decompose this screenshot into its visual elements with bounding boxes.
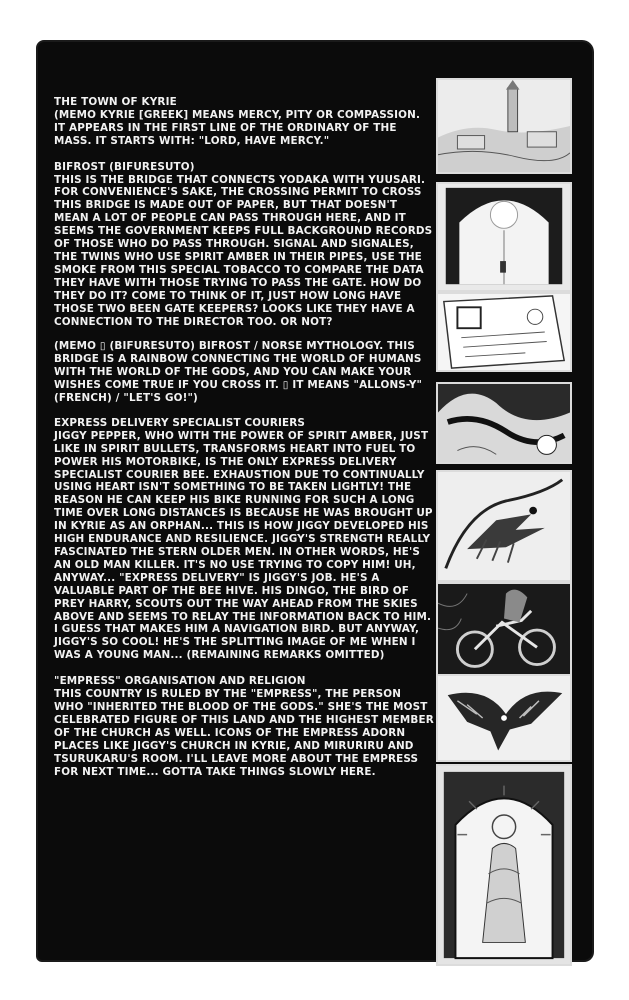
empress-icon-illustration <box>436 764 572 966</box>
section-town-of-kyrie <box>54 96 434 148</box>
section-body: THIS COUNTRY IS RULED BY THE "EMPRESS", THE PERSON WHO "INHERITED THE BLOOD OF THE GODS." SHE'S THE MOST CELEBRATED FIGURE OF THIS LAND AND THE HIGHEST MEMBER OF THE CHURCH AS WELL. ICONS OF THE EMPRESS ADORN PLACES LIKE JIGGY'S CHURCH IN KYRIE, AND MIRURIRU AND TSURUKARU'S ROOM. I'LL LEAVE MORE ABOUT THE EMPRESS FOR NEXT TIME... GOTTA TAKE THINGS SLOWLY HERE. <box>54 688 434 778</box>
section-title: BIFROST (BIFURESUTO) <box>54 160 195 173</box>
section-express-delivery <box>54 417 434 662</box>
section-title: "EMPRESS" ORGANISATION AND RELIGION <box>54 675 306 688</box>
section-title: THE TOWN OF KYRIE <box>54 96 177 108</box>
section-body: (MEMO ▯ (BIFURESUTO) BIFROST / NORSE MYTHOLOGY. THIS BRIDGE IS A RAINBOW CONNECTING THE WORLD OF HUMANS WITH THE WORLD OF THE GODS, AND YOU CAN MAKE YOUR WISHES COME TRUE IF YOU CROSS IT. ▯ IT MEANS "ALLONS-Y" (FRENCH) / "LET'S GO!") <box>54 340 423 405</box>
section-bifrost-memo <box>54 340 434 405</box>
bridge-gate-illustration <box>436 182 572 292</box>
glossary-text-column <box>54 96 434 778</box>
crossing-permit-illustration <box>436 292 572 372</box>
section-title: EXPRESS DELIVERY SPECIALIST COURIERS <box>54 416 306 429</box>
gatekeeper-smoke-illustration <box>436 382 572 464</box>
section-body: THIS IS THE BRIDGE THAT CONNECTS YODAKA WITH YUUSARI. FOR CONVENIENCE'S SAKE, THE CROSSING PERMIT TO CROSS THIS BRIDGE IS MADE OUT OF PAPER, BUT THAT DOESN'T MEAN A LOT OF PEOPLE CAN PASS THROUGH HERE, AND IT SEEMS THE GOVERNMENT KEEPS FULL BACKGROUND RECORDS OF THOSE WHO DO PASS THROUGH. SIGNAL AND SIGNALES, THE TWINS WHO USE SPIRIT AMBER IN THEIR PIPES, USE THE SMOKE FROM THIS SPECIAL TOBACCO TO COMPARE THE DATA THEY HAVE WITH THOSE TRYING TO PASS THE GATE. HOW DO THEY DO IT? COME TO THINK OF IT, JUST HOW LONG HAVE THOSE TWO BEEN GATE KEEPERS? LOOKS LIKE THEY HAVE A CONNECTION TO THE DIRECTOR TOO. OR NOT? <box>54 173 433 328</box>
section-empress <box>54 675 434 778</box>
harry-flying-illustration <box>436 674 572 762</box>
section-body: JIGGY PEPPER, WHO WITH THE POWER OF SPIRIT AMBER, JUST LIKE IN SPIRIT BULLETS, TRANSFORMS HEART INTO FUEL TO POWER HIS MOTORBIKE, IS THE ONLY EXPRESS DELIVERY SPECIALIST COURIER BEE. EXHAUSTION DUE TO CONTINUALLY USING HEART ISN'T SOMETHING TO BE TAKEN LIGHTLY! THE REASON HE CAN KEEP HIS BIKE RUNNING FOR SUCH A LONG TIME OVER LONG DISTANCES IS BECAUSE HE WAS BROUGHT UP IN KYRIE AS AN ORPHAN... THIS IS HOW JIGGY DEVELOPED HIS HIGH ENDURANCE AND RESILIENCE. JIGGY'S STRENGTH REALLY FASCINATED THE STERN OLDER MEN. IN OTHER WORDS, HE'S AN OLD MAN KILLER. IT'S NO USE TRYING TO COPY HIM! UH, ANYWAY... "EXPRESS DELIVERY" IS JIGGY'S JOB. HE'S A VALUABLE PART OF THE BEE HIVE. HIS DINGO, THE BIRD OF PREY HARRY, SCOUTS OUT THE WAY AHEAD FROM THE SKIES ABOVE AND SEEMS TO RELAY THE INFORMATION BACK TO HIM. I GUESS THAT MAKES HIM A NAVIGATION BIRD. BUT ANYWAY, JIGGY'S SO COOL! HE'S THE SPLITTING IMAGE OF ME WHEN I WAS A YOUNG MAN... (REMAINING REMARKS OMITTED) <box>54 429 433 662</box>
jiggy-motorbike-illustration <box>436 582 572 680</box>
section-bifrost <box>54 161 434 329</box>
section-body: (MEMO KYRIE [GREEK] MEANS MERCY, PITY OR COMPASSION. IT APPEARS IN THE FIRST LINE OF THE ORDINARY OF THE MASS. IT STARTS WITH: "LORD, HAVE MERCY." <box>54 108 421 147</box>
harry-bird-illustration <box>436 470 572 582</box>
town-kyrie-illustration <box>436 78 572 174</box>
